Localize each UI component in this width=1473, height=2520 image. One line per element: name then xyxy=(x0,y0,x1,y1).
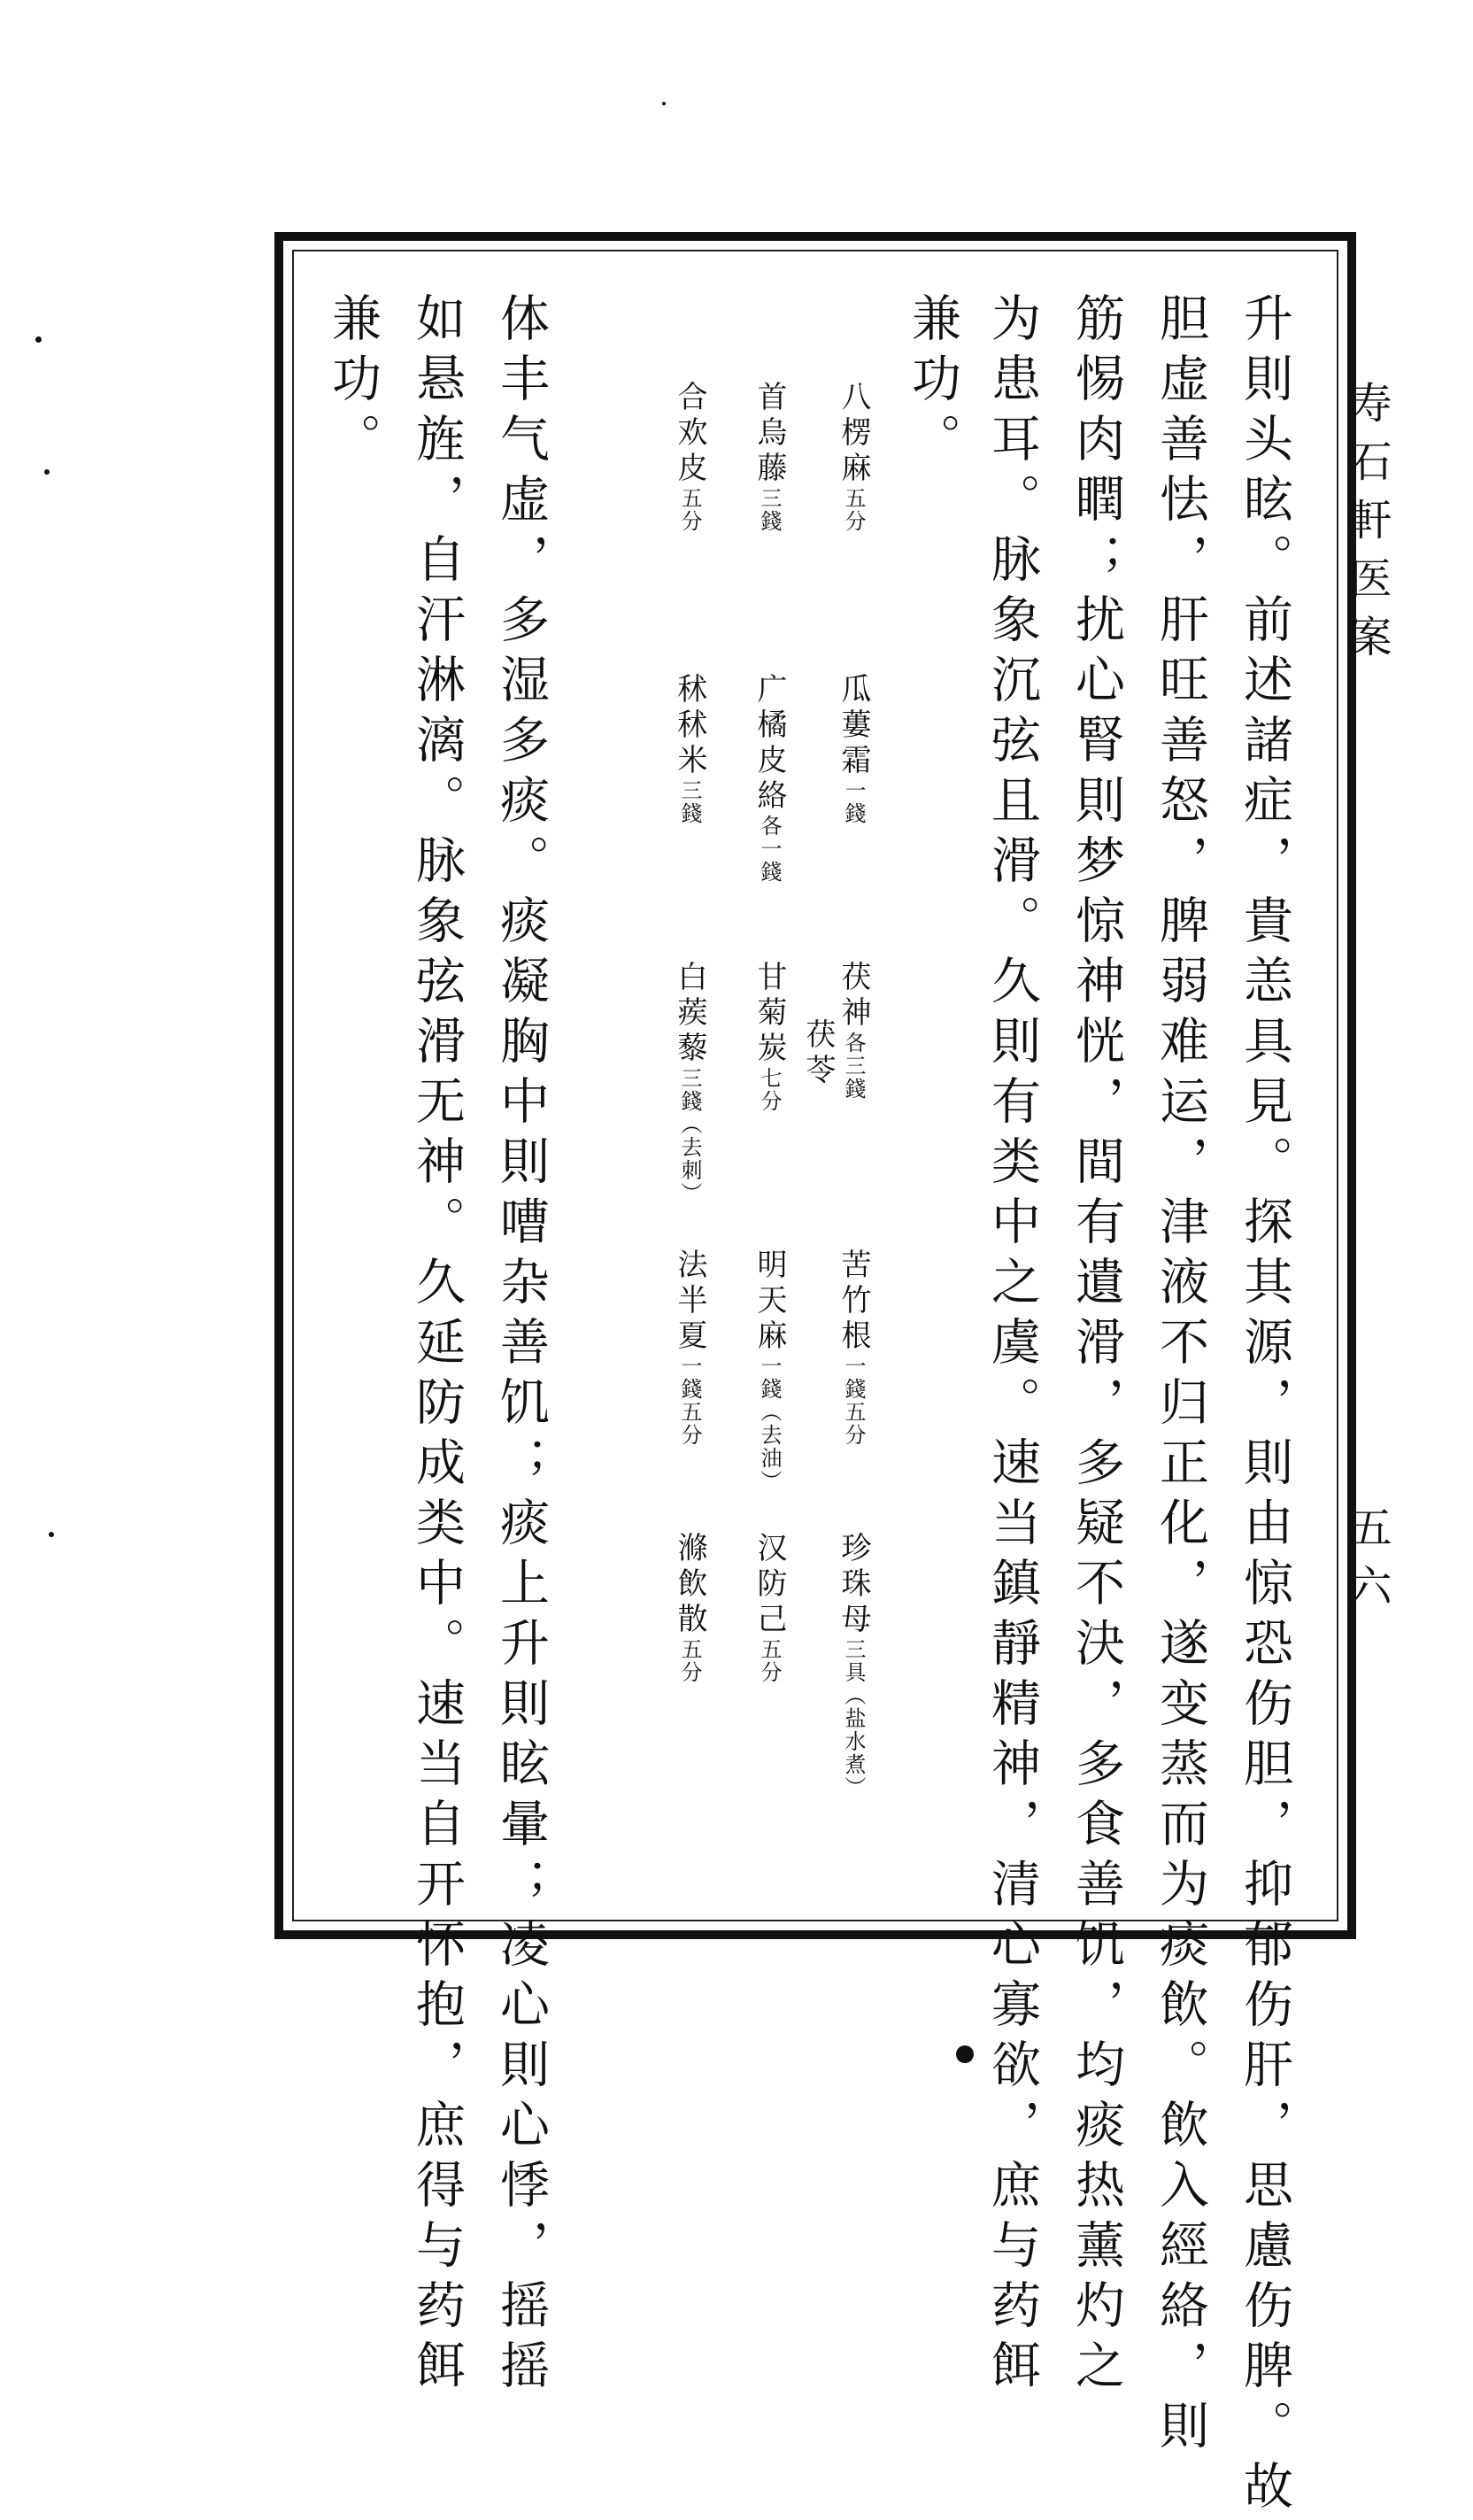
case1-line-5: 兼功。 xyxy=(904,292,961,473)
scan-speck xyxy=(49,1532,54,1537)
case1-line-4: 为患耳。脉象沉弦且滑。久則有类中之虞。速当鎮靜精神，清心寡欲，庶与药餌 xyxy=(983,292,1041,2400)
scan-speck xyxy=(35,336,42,343)
case2-line-3: 兼功。 xyxy=(324,292,382,473)
case1-line-2: 胆虚善怯，肝旺善怒，脾弱难运，津液不归正化，遂变蒸而为痰飲。飲入經絡，則 xyxy=(1152,292,1209,2460)
rx-herb: 瓜蔞霜一錢 xyxy=(836,673,871,825)
rx-herb: 首烏藤三錢 xyxy=(752,381,787,533)
case1-line-1: 升則头眩。前述諸症，貴恙具見。探其源，則由惊恐伤胆，抑郁伤肝，思慮伤脾。故 xyxy=(1236,292,1293,2520)
rx-herb: 法半夏一錢五分 xyxy=(672,1248,707,1447)
rx-herb: 合欢皮五分 xyxy=(672,381,707,533)
rx-herb: 秫秫米三錢 xyxy=(672,673,707,825)
scan-speck xyxy=(662,102,666,105)
rx-herb: 滌飲散五分 xyxy=(672,1532,707,1684)
rx-herb: 汉防己五分 xyxy=(752,1532,787,1684)
rx-herb: 茯神各三錢 xyxy=(836,961,871,1101)
rx-herb: 珍珠母三具（盐水煮） xyxy=(836,1532,871,1799)
page-number: 五六 xyxy=(1342,1505,1392,1622)
case2-line-1: 体丰气虚，多湿多痰。痰凝胸中則嘈杂善饥；痰上升則眩暈；凌心則心悸，摇摇 xyxy=(492,292,550,2400)
rx-herb: 白蒺藜三錢（去刺） xyxy=(672,961,707,1205)
scan-speck xyxy=(956,2045,974,2063)
rx-herb: 茯苓 xyxy=(800,1018,836,1089)
scan-speck xyxy=(44,469,50,475)
rx-herb: 八楞麻五分 xyxy=(836,381,871,533)
rx-herb: 甘菊炭七分 xyxy=(752,961,787,1113)
book-title: 寿石軒医案 xyxy=(1342,381,1392,673)
rx-herb: 明天麻一錢（去油） xyxy=(752,1248,787,1493)
rx-herb: 苦竹根一錢五分 xyxy=(836,1248,871,1447)
case2-line-2: 如悬旌，自汗淋漓。脉象弦滑无神。久延防成类中。速当自开怀抱，庶得与药餌 xyxy=(408,292,466,2400)
case1-line-3: 筋惕肉瞤；扰心腎則梦惊神恍，間有遺滑，多疑不決，多食善饥，均痰热薰灼之 xyxy=(1068,292,1125,2400)
rx-herb: 广橘皮絡各一錢 xyxy=(752,673,787,884)
